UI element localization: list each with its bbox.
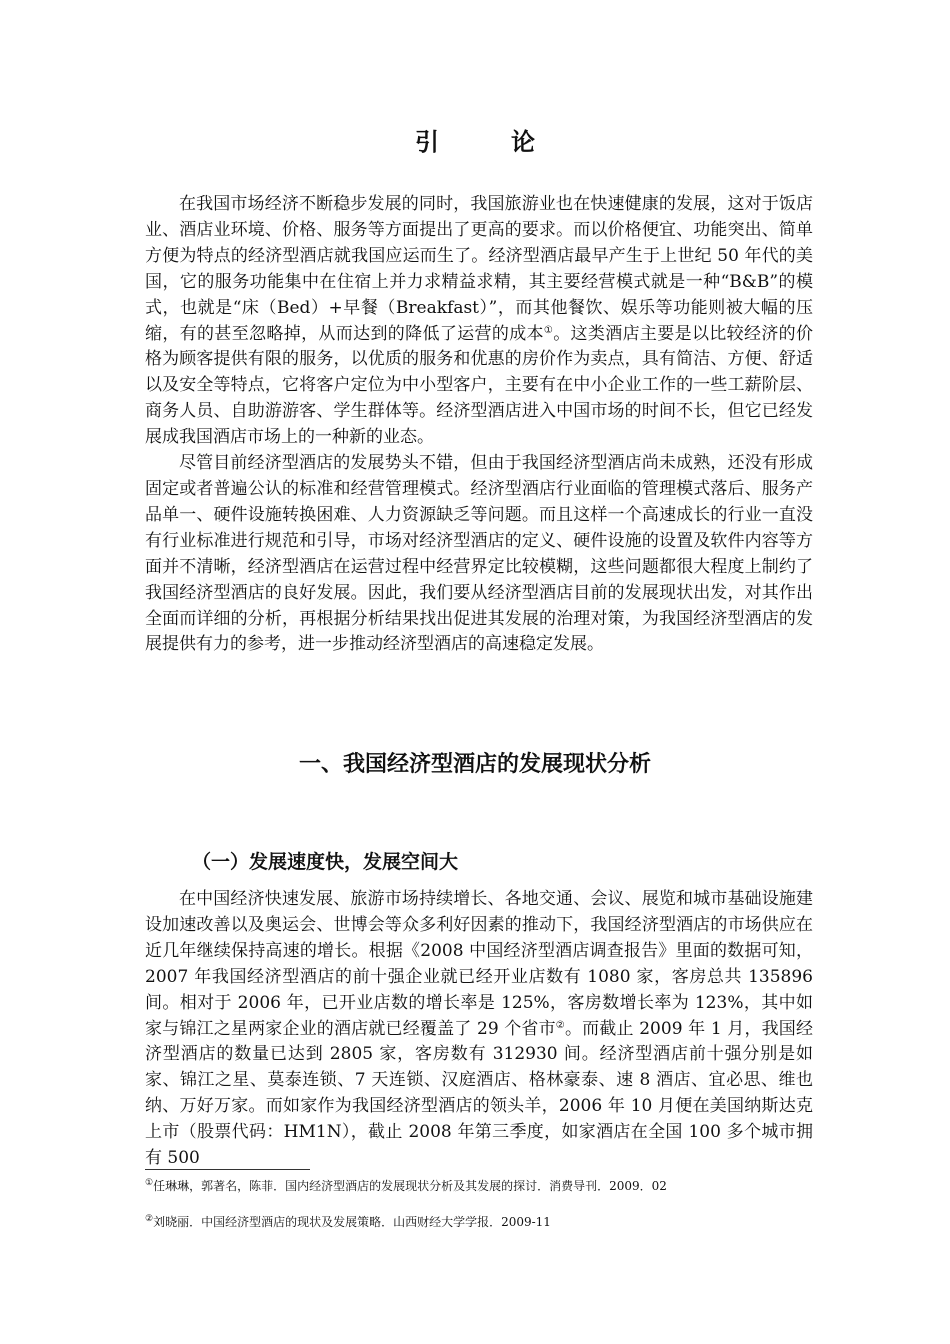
section-heading: （一）发展速度快，发展空间大 — [192, 851, 459, 873]
intro-paragraph-1-text-a: 在我国市场经济不断稳步发展的同时，我国旅游业也在快速健康的发展，这对于饭店业、酒店业环境、价格、服务等方面提出了更高的要求。而以价格便宜、功能突出、简单方便为特点的经济型酒店就我国应运而生了。经济型酒店最早产生于上世纪 50 年代的美国，它的服务功能集中在住宿上并力求精益求精，其主要经营模式就是一种“B&B”的模式，也就是“床（Bed）+早餐（Breakfast）”，而其他餐饮、娱乐等功能则被大幅的压缩，有的甚至忽略掉，从而达到的降低了运营的成本 — [145, 194, 813, 344]
footnote-1 — [145, 1177, 845, 1195]
footnote-2-text: 刘晓丽．中国经济型酒店的现状及发展策略．山西财经大学学报．2009-11 — [153, 1215, 551, 1229]
section-paragraph-1-text-b: 。而截止 2009 年 1 月，我国经济型酒店的数量已达到 2805 家，客房数有 312930 间。经济型酒店前十强分别是如家、锦江之星、莫泰连锁、7 天连锁、汉庭酒店、格林豪泰、速 8 酒店、宜必思、维也纳、万好万家。而如家作为我国经济型酒店的领头羊，2006 年 10 月便在美国纳斯达克上市（股票代码：HM1N），截止 2008 年第三季度，如家酒店在全国 100 多个城市拥有 500 — [145, 1018, 813, 1169]
footnote-divider — [145, 1169, 310, 1170]
section-body — [145, 887, 813, 1172]
section-paragraph-1 — [145, 887, 813, 1172]
page-title: 引 论 — [415, 127, 559, 156]
intro-section — [145, 192, 813, 658]
intro-paragraph-1 — [145, 192, 813, 451]
footnote-1-text: 任琳琳，郭著名，陈菲．国内经济型酒店的发展现状分析及其发展的探讨．消费导刊．2009．02 — [153, 1179, 667, 1193]
intro-paragraph-2: 尽管目前经济型酒店的发展势头不错，但由于我国经济型酒店尚未成熟，还没有形成固定或者普遍公认的标准和经营管理模式。经济型酒店行业面临的管理模式落后、服务产品单一、硬件设施转换困难、人力资源缺乏等问题。而且这样一个高速成长的行业一直没有行业标准进行规范和引导，市场对经济型酒店的定义、硬件设施的设置及软件内容等方面并不清晰，经济型酒店在运营过程中经营界定比较模糊，这些问题都很大程度上制约了我国经济型酒店的良好发展。因此，我们要从经济型酒店目前的发展现状出发，对其作出全面而详细的分析，再根据分析结果找出促进其发展的治理对策，为我国经济型酒店的发展提供有力的参考，进一步推动经济型酒店的高速稳定发展。 — [145, 453, 813, 655]
section-paragraph-1-text-a: 在中国经济快速发展、旅游市场持续增长、各地交通、会议、展览和城市基础设施建设加速改善以及奥运会、世博会等众多利好因素的推动下，我国经济型酒店的市场供应在近几年继续保持高速的增长。根据《2008 中国经济型酒店调查报告》里面的数据可知，2007 年我国经济型酒店的前十强企业就已经开业店数有 1080 家，客房总共 135896 间。相对于 2006 年，已开业店数的增长率是 125%，客房数增长率为 123%，其中如家与锦江之星两家企业的酒店就已经覆盖了 29 个省市 — [145, 889, 813, 1039]
footnote-2-mark: ② — [145, 1214, 154, 1224]
footnote-ref-1[interactable]: ① — [543, 324, 554, 336]
footnote-ref-2[interactable]: ② — [555, 1019, 565, 1031]
chapter-heading: 一、我国经济型酒店的发展现状分析 — [298, 752, 651, 777]
intro-paragraph-1-text-b: 。这类酒店主要是以比较经济的价格为顾客提供有限的服务，以优质的服务和优惠的房价作为卖点，具有简洁、方便、舒适以及安全等特点，它将客户定位为中小型客户，主要有在中小企业工作的一些工薪阶层、商务人员、自助游游客、学生群体等。经济型酒店进入中国市场的时间不长，但它已经发展成我国酒店市场上的一种新的业态。 — [145, 323, 814, 448]
footnote-2 — [145, 1213, 845, 1231]
footnote-1-mark: ① — [145, 1178, 154, 1188]
